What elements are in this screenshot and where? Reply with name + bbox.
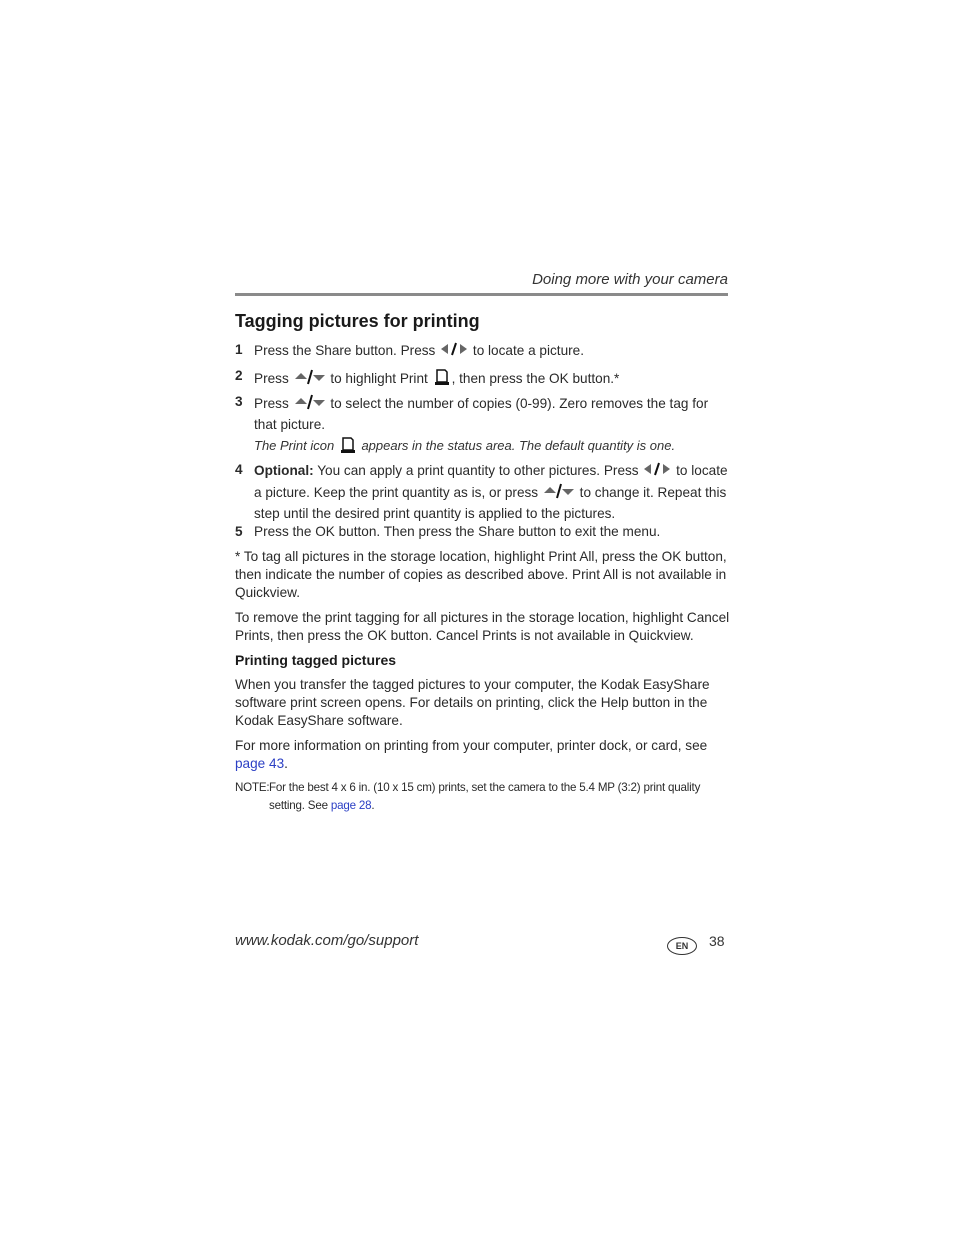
header-rule [235, 293, 728, 296]
step-number: 5 [235, 524, 243, 539]
up-down-arrows-icon [293, 368, 327, 391]
support-url[interactable]: www.kodak.com/go/support [235, 932, 419, 949]
print-icon [338, 435, 358, 458]
left-right-arrows-icon [642, 461, 672, 482]
up-down-arrows-icon [293, 393, 327, 416]
print-icon [432, 367, 452, 392]
left-right-arrows-icon [439, 341, 469, 362]
running-header: Doing more with your camera [532, 271, 728, 288]
step-text: to change it. Repeat this step until the desired print quantity is applied to the pictures. [254, 485, 727, 521]
step-5 [235, 523, 730, 541]
note-label: NOTE: [235, 781, 270, 794]
note-block: NOTE: For the best 4 x 6 in. (10 x 15 cm) prints, set the camera to the 5.4 MP (3:2) print quality setting. See page 28. [235, 781, 701, 812]
asterisk-note: * To tag all pictures in the storage location, highlight Print All, press the OK button, then indicate the number of copies as described above. Print All is not available in Quickview. [235, 549, 727, 600]
step-2 [235, 367, 730, 392]
step-text: Press the OK button. Then press the Share button to exit the menu. [254, 524, 661, 539]
page-28-link[interactable]: page 28 [330, 799, 372, 812]
step-3 [235, 393, 730, 434]
transfer-paragraph: When you transfer the tagged pictures to your computer, the Kodak EasyShare software print screen opens. For details on printing, click the Help button in the Kodak EasyShare software. [235, 677, 710, 728]
print-icon-note: The Print icon appears in the status area. The default quantity is one. [254, 435, 675, 458]
more-info-paragraph: For more information on printing from your computer, printer dock, or card, see page 43. [235, 738, 708, 771]
step-text: to highlight Print [330, 371, 428, 387]
section-title: Tagging pictures for printing [235, 311, 480, 331]
step-text: Press [254, 396, 289, 412]
remove-tagging-note: To remove the print tagging for all pictures in the storage location, highlight Cancel Prints, then press the OK button. Cancel Prints is not available in Quickview. [235, 610, 730, 643]
step-number: 4 [235, 462, 243, 477]
step-text: Press [254, 371, 289, 387]
language-badge: EN [667, 937, 697, 955]
step-text: , then press the OK button.* [451, 371, 620, 387]
page-43-link[interactable]: page 43 [235, 756, 285, 771]
step-text: to locate a picture. [472, 343, 585, 359]
step-text: to select the number of copies (0-99). Zero removes the tag for that picture. [254, 396, 709, 432]
step-number: 1 [235, 342, 243, 357]
page-number: 38 [709, 933, 725, 949]
step-text: You can apply a print quantity to other pictures. Press [317, 463, 639, 479]
optional-label: Optional: [254, 463, 314, 479]
step-1 [235, 341, 730, 362]
step-text: to locate a picture. Keep the print quantity as is, or press [254, 463, 728, 501]
step-4 [235, 461, 730, 523]
step-number: 2 [235, 368, 243, 383]
up-down-arrows-icon [542, 482, 576, 505]
step-text: Press the Share button. Press [254, 343, 436, 359]
step-number: 3 [235, 394, 243, 409]
subsection-title: Printing tagged pictures [235, 652, 397, 668]
